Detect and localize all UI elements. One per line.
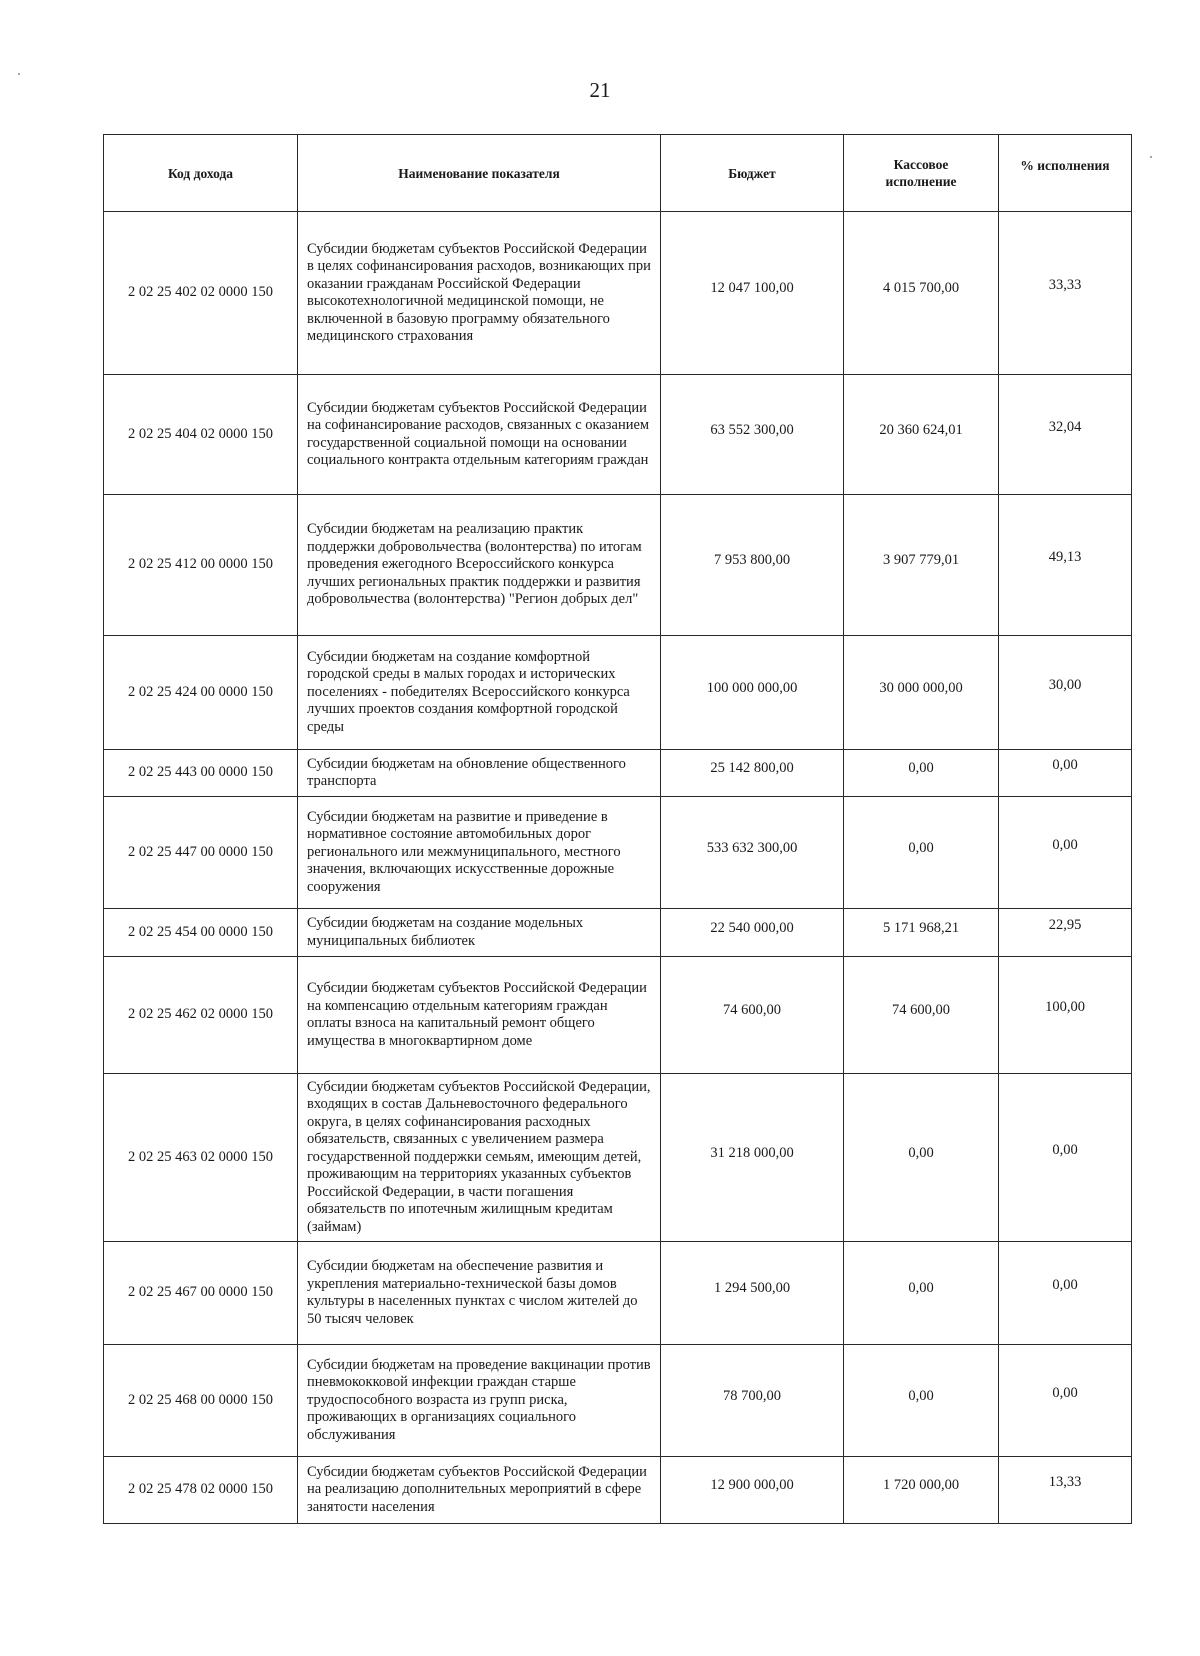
table-row [104,909,1132,957]
table-row [104,797,1132,909]
row-cash: 4 015 700,00 [844,212,999,375]
scan-speck [18,73,20,75]
row-name: Субсидии бюджетам субъектов Российской Федерации, входящих в состав Дальневосточного федерального округа, в целях софинансирования расходных обязательств, связанных с увеличением размера государственной поддержки семьям, имеющим детей, проживающим на территориях указанных субъектов Российской Федерации, в части погашения обязательств по ипотечным жилищным кредитам (займам) [298,1074,661,1242]
row-budget: 74 600,00 [661,957,844,1074]
row-percent: 0,00 [999,1345,1132,1457]
header-percent: % исполнения [999,135,1132,212]
row-budget: 78 700,00 [661,1345,844,1457]
row-budget: 100 000 000,00 [661,636,844,750]
row-name: Субсидии бюджетам на развитие и приведение в нормативное состояние автомобильных дорог регионального или межмуниципального, местного значения, включающих искусственные дорожные сооружения [298,797,661,909]
table-row [104,1242,1132,1345]
row-name: Субсидии бюджетам на проведение вакцинации против пневмококковой инфекции граждан старше трудоспособного возраста из групп риска, проживающих в организациях социального обслуживания [298,1345,661,1457]
header-name: Наименование показателя [298,135,661,212]
row-percent: 0,00 [999,1074,1132,1242]
row-code: 2 02 25 412 00 0000 150 [104,495,298,636]
row-cash: 74 600,00 [844,957,999,1074]
row-percent: 32,04 [999,375,1132,495]
table-row [104,212,1132,375]
header-cash-execution: Кассовое исполнение [844,135,999,212]
row-percent: 30,00 [999,636,1132,750]
row-budget: 12 047 100,00 [661,212,844,375]
row-cash: 0,00 [844,1074,999,1242]
row-budget: 25 142 800,00 [661,750,844,797]
row-name: Субсидии бюджетам на создание комфортной городской среды в малых городах и исторических поселениях - победителях Всероссийского конкурса лучших проектов создания комфортной городской среды [298,636,661,750]
row-name: Субсидии бюджетам на реализацию практик поддержки добровольчества (волонтерства) по итогам проведения ежегодного Всероссийского конкурса лучших региональных практик поддержки и развития добровольчества (волонтерства) "Регион добрых дел" [298,495,661,636]
row-cash: 0,00 [844,1345,999,1457]
row-cash: 0,00 [844,1242,999,1345]
row-cash: 3 907 779,01 [844,495,999,636]
row-budget: 12 900 000,00 [661,1457,844,1524]
row-cash: 30 000 000,00 [844,636,999,750]
row-budget: 22 540 000,00 [661,909,844,957]
row-code: 2 02 25 478 02 0000 150 [104,1457,298,1524]
header-budget: Бюджет [661,135,844,212]
row-cash: 5 171 968,21 [844,909,999,957]
row-percent: 49,13 [999,495,1132,636]
row-budget: 63 552 300,00 [661,375,844,495]
row-percent: 0,00 [999,797,1132,909]
row-budget: 31 218 000,00 [661,1074,844,1242]
row-percent: 13,33 [999,1457,1132,1524]
row-percent: 0,00 [999,1242,1132,1345]
row-name: Субсидии бюджетам на обеспечение развития и укрепления материально-технической базы домов культуры в населенных пунктах с числом жителей до 50 тысяч человек [298,1242,661,1345]
row-name: Субсидии бюджетам субъектов Российской Федерации на софинансирование расходов, связанных с оказанием государственной социальной помощи на основании социального контракта отдельным категориям граждан [298,375,661,495]
row-name: Субсидии бюджетам на обновление общественного транспорта [298,750,661,797]
row-name: Субсидии бюджетам субъектов Российской Федерации на компенсацию отдельным категориям граждан оплаты взноса на капитальный ремонт общего имущества в многоквартирном доме [298,957,661,1074]
row-percent: 22,95 [999,909,1132,957]
row-percent: 100,00 [999,957,1132,1074]
row-cash: 20 360 624,01 [844,375,999,495]
row-name: Субсидии бюджетам субъектов Российской Федерации в целях софинансирования расходов, возникающих при оказании гражданам Российской Федерации высокотехнологичной медицинской помощи, не включенной в базовую программу обязательного медицинского страхования [298,212,661,375]
table-header-row [104,135,1132,212]
row-code: 2 02 25 404 02 0000 150 [104,375,298,495]
table-row [104,957,1132,1074]
header-code: Код дохода [104,135,298,212]
page-number: 21 [589,78,611,102]
row-cash: 0,00 [844,750,999,797]
revenue-table [103,134,1132,1524]
row-code: 2 02 25 454 00 0000 150 [104,909,298,957]
row-code: 2 02 25 443 00 0000 150 [104,750,298,797]
row-budget: 1 294 500,00 [661,1242,844,1345]
row-name: Субсидии бюджетам субъектов Российской Федерации на реализацию дополнительных мероприятий в сфере занятости населения [298,1457,661,1524]
row-budget: 533 632 300,00 [661,797,844,909]
row-name: Субсидии бюджетам на создание модельных муниципальных библиотек [298,909,661,957]
table-row [104,636,1132,750]
row-code: 2 02 25 402 02 0000 150 [104,212,298,375]
table-row [104,495,1132,636]
row-code: 2 02 25 468 00 0000 150 [104,1345,298,1457]
row-code: 2 02 25 463 02 0000 150 [104,1074,298,1242]
table-row [104,750,1132,797]
row-code: 2 02 25 462 02 0000 150 [104,957,298,1074]
row-cash: 0,00 [844,797,999,909]
table-row [104,1345,1132,1457]
row-code: 2 02 25 467 00 0000 150 [104,1242,298,1345]
row-code: 2 02 25 447 00 0000 150 [104,797,298,909]
row-percent: 33,33 [999,212,1132,375]
table-row [104,375,1132,495]
table-row [104,1457,1132,1524]
scan-speck [1150,156,1152,158]
row-code: 2 02 25 424 00 0000 150 [104,636,298,750]
table-row [104,1074,1132,1242]
row-budget: 7 953 800,00 [661,495,844,636]
row-percent: 0,00 [999,750,1132,797]
row-cash: 1 720 000,00 [844,1457,999,1524]
